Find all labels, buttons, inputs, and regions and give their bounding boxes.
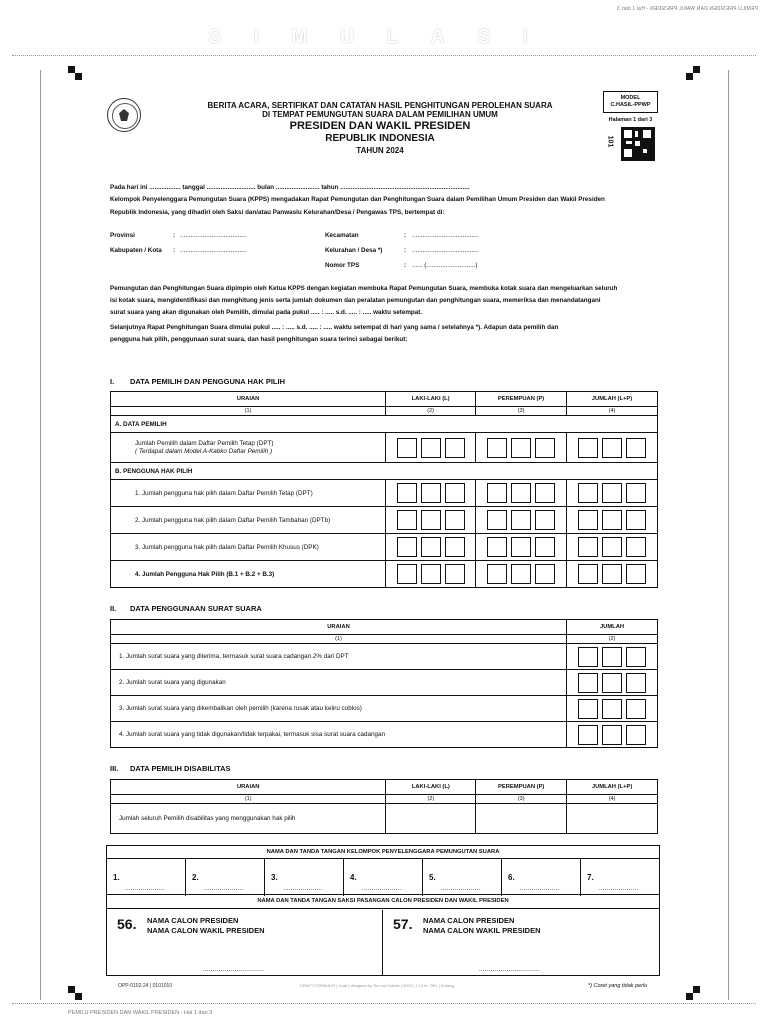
nomor-tps-label: Nomor TPS	[325, 262, 360, 269]
kabupaten-label: Kabupaten / Kota	[110, 247, 162, 254]
signature-line: ...............................	[203, 967, 264, 973]
margin-line-left	[40, 70, 41, 1000]
section-3-heading	[110, 764, 231, 773]
title-line-3: PRESIDEN DAN WAKIL PRESIDEN	[289, 120, 471, 132]
input-cell[interactable]	[386, 561, 476, 588]
dotted-divider-bottom	[12, 1003, 756, 1004]
candidate-names: NAMA CALON PRESIDEN NAMA CALON WAKIL PRESIDEN	[147, 916, 265, 935]
top-strip-text: PEMILU PRESIDEN DAN WAKIL PRESIDEN - Hal 1 dari 3	[617, 6, 758, 12]
candidate-57-signature[interactable]	[383, 910, 659, 976]
section-2-title: DATA PENGGUNAAN SURAT SUARA	[130, 604, 262, 613]
title-line-1: BERITA ACARA, SERTIFIKAT DAN CATATAN HASIL PENGHITUNGAN PEROLEHAN SUARA	[207, 101, 553, 110]
provinsi-field[interactable]: ......................................	[180, 232, 247, 239]
registration-mark	[68, 986, 82, 1000]
simulasi-watermark: SIMULASI	[208, 26, 560, 48]
nomor-tps-field[interactable]: ...... (............................)	[412, 262, 478, 269]
candidate-number: 57.	[393, 916, 413, 932]
input-cell[interactable]	[476, 507, 567, 534]
input-cell[interactable]	[567, 722, 658, 748]
section-1-num: I.	[110, 377, 115, 386]
provinsi-label: Provinsi	[110, 232, 135, 239]
section-2-num: II.	[110, 604, 117, 613]
title-line-5: TAHUN 2024	[356, 146, 404, 155]
col-header-uraian: URAIAN	[111, 620, 567, 635]
kpps-signature-5[interactable]: 5. ....................	[423, 859, 502, 896]
qr-code-icon	[621, 127, 655, 161]
category-b: B. PENGGUNA HAK PILIH	[111, 463, 658, 480]
section-3-title: DATA PEMILIH DISABILITAS	[130, 764, 231, 773]
kpps-signature-7[interactable]: 7. ....................	[587, 873, 639, 892]
col-num: (3)	[476, 795, 567, 804]
col-header-jumlah: JUMLAH (L+P)	[567, 780, 658, 795]
input-cell[interactable]	[476, 433, 567, 463]
col-header-jumlah: JUMLAH	[567, 620, 658, 635]
col-num: (1)	[111, 795, 386, 804]
input-cell[interactable]	[567, 561, 658, 588]
input-cell[interactable]	[386, 433, 476, 463]
col-header-laki: LAKI-LAKI (L)	[386, 780, 476, 795]
model-box	[603, 91, 658, 113]
category-a: A. DATA PEMILIH	[111, 416, 658, 433]
signature-line: ...............................	[479, 967, 540, 973]
candidate-number: 56.	[117, 916, 137, 932]
input-cell[interactable]	[386, 534, 476, 561]
page-info: Halaman 1 dari 3	[608, 117, 653, 123]
col-num: (1)	[111, 407, 386, 416]
kpps-signature-2[interactable]: 2. ....................	[186, 859, 265, 896]
kpps-signature-row	[107, 858, 659, 895]
row-ss-4: 4. Jumlah surat suara yang tidak digunakan/tidak terpakai, termasuk sisa surat suara cadangan	[111, 722, 567, 748]
col-header-uraian: URAIAN	[111, 392, 386, 407]
input-cell[interactable]	[386, 804, 476, 834]
kpps-signature-4[interactable]: 4. ....................	[344, 859, 423, 896]
model-code: C.HASIL-PPWP	[610, 102, 651, 108]
input-cell[interactable]	[386, 507, 476, 534]
margin-line-right	[728, 70, 729, 1000]
row-b2: 2. Jumlah pengguna hak pilih dalam Daftar Pemilih Tambahan (DPTb)	[111, 507, 386, 534]
section-3-table	[110, 779, 658, 834]
col-header-uraian: URAIAN	[111, 780, 386, 795]
row-disabilitas: Jumlah seluruh Pemilih disabilitas yang menggunakan hak pilih	[111, 804, 386, 834]
dotted-divider-top	[12, 55, 756, 56]
row-dpt-label: Jumlah Pemilih dalam Daftar Pemilih Tetap (DPT)	[135, 439, 274, 447]
section-1-heading	[110, 377, 285, 386]
candidate-names: NAMA CALON PRESIDEN NAMA CALON WAKIL PRESIDEN	[423, 916, 541, 935]
col-header-perempuan: PEREMPUAN (P)	[476, 780, 567, 795]
section-1-table	[110, 391, 658, 588]
input-cell[interactable]	[567, 480, 658, 507]
col-num: (2)	[386, 795, 476, 804]
col-header-laki: LAKI-LAKI (L)	[386, 392, 476, 407]
col-num: (1)	[111, 635, 567, 644]
input-cell[interactable]	[567, 696, 658, 722]
col-num: (2)	[567, 635, 658, 644]
registration-mark	[68, 66, 82, 80]
kabupaten-field[interactable]: ......................................	[180, 247, 247, 254]
footer-code: OPP-0102-24 | 0101010	[118, 983, 173, 989]
input-cell[interactable]	[567, 804, 658, 834]
row-dpt-note: ( Terdapat dalam Model A-Kabko Daftar Pemilih )	[135, 447, 273, 455]
input-cell[interactable]	[567, 507, 658, 534]
input-cell[interactable]	[476, 561, 567, 588]
side-code: 101	[606, 135, 614, 148]
body-p1-line3: surat suara yang akan digunakan oleh Pemilih, dimulai pada pukul ..... : ..... s.d. ..... : ..... waktu setempat.	[110, 309, 423, 316]
col-num: (4)	[567, 795, 658, 804]
intro-line-3: Republik Indonesia, yang dihadiri oleh Saksi dan/atau Panwaslu Kelurahan/Desa / Pengawas TPS, bertempat di:	[110, 209, 445, 216]
bottom-strip-text: PEMILU PRESIDEN DAN WAKIL PRESIDEN - Hal 1 dari 3	[68, 1010, 213, 1016]
signature-block	[106, 845, 660, 976]
kpps-signature-6[interactable]: 6. ....................	[502, 859, 581, 896]
saksi-signature-header: NAMA DAN TANDA TANGAN SAKSI PASANGAN CALON PRESIDEN DAN WAKIL PRESIDEN	[257, 898, 509, 904]
input-cell[interactable]	[476, 534, 567, 561]
col-num: (2)	[386, 407, 476, 416]
col-header-perempuan: PEREMPUAN (P)	[476, 392, 567, 407]
col-header-jumlah: JUMLAH (L+P)	[567, 392, 658, 407]
candidate-56-signature[interactable]	[107, 910, 383, 976]
kpps-signature-1[interactable]: 1. ....................	[107, 859, 186, 896]
kecamatan-label: Kecamatan	[325, 232, 359, 239]
kpps-signature-header: NAMA DAN TANDA TANGAN KELOMPOK PENYELENGGARA PEMUNGUTAN SUARA	[266, 849, 500, 855]
kpps-signature-3[interactable]: 3. ....................	[265, 859, 344, 896]
input-cell[interactable]	[386, 480, 476, 507]
row-ss-3: 3. Jumlah surat suara yang dikembalikan oleh pemilih (karena rusak atau keliru coblos)	[111, 696, 567, 722]
body-p2-line2: pengguna hak pilih, penggunaan surat suara, dan hasil penghitungan suara terinci sebagai berikut:	[110, 336, 408, 343]
section-2-heading	[110, 604, 262, 613]
body-p1-line2: isi kotak suara, mengidentifikasi dan menghitung jenis serta jumlah dokumen dan peralatan pemungutan dan penghitungan suara, memeriksa dan menandatangani	[110, 297, 601, 304]
body-p1-line1: Pemungutan dan Penghitungan Suara dipimpin oleh Ketua KPPS dengan kegiatan membuka Rapat Pemungutan Suara, membuka kotak suara dan mengeluarkan seluruh	[110, 285, 618, 292]
title-line-4: REPUBLIK INDONESIA	[325, 133, 435, 144]
colon: :	[404, 247, 407, 254]
body-p2-line1: Selanjutnya Rapat Penghitungan Suara dimulai pukul ..... : ..... s.d. ..... : ..... waktu setempat di hari yang sama / setelahnya *). Adapun data pemilih dan	[110, 324, 559, 331]
section-2-table	[110, 619, 658, 748]
col-num: (3)	[476, 407, 567, 416]
input-cell[interactable]	[567, 433, 658, 463]
colon: :	[404, 232, 407, 239]
kpu-seal-logo	[107, 98, 141, 132]
row-ss-1: 1. Jumlah surat suara yang diterima, termasuk surat suara cadangan 2% dari DPT	[111, 644, 567, 670]
input-cell[interactable]	[567, 644, 658, 670]
colon: :	[173, 232, 176, 239]
input-cell[interactable]	[567, 534, 658, 561]
registration-mark	[686, 66, 700, 80]
section-3-num: III.	[110, 764, 119, 773]
footer-credit: DRAFT FORMULIR | Craft | designed by Tim not Kutiate | 2023 | 1.19 hr. OPL | Sulteng	[300, 983, 455, 988]
kecamatan-field[interactable]: ......................................	[412, 232, 479, 239]
row-b4: 4. Jumlah Pengguna Hak Pilih (B.1 + B.2 + B.3)	[111, 561, 386, 588]
intro-date-line: Pada hari ini .................. tanggal ............................ bulan ......................... tahun ..........................................................................	[110, 184, 470, 191]
footer-note: *) Coret yang tidak perlu	[588, 983, 648, 989]
title-line-2: DI TEMPAT PEMUNGUTAN SUARA DALAM PEMILIHAN UMUM	[262, 110, 498, 119]
col-num: (4)	[567, 407, 658, 416]
section-1-title: DATA PEMILIH DAN PENGGUNA HAK PILIH	[130, 377, 285, 386]
row-dpt	[111, 433, 386, 463]
kelurahan-label: Kelurahan / Desa *)	[325, 247, 383, 254]
kelurahan-field[interactable]: ......................................	[412, 247, 479, 254]
intro-line-2: Kelompok Penyelenggara Pemungutan Suara (KPPS) mengadakan Rapat Pemungutan dan Penghitungan Suara dalam Pemilihan Umum Presiden dan Wakil Presiden	[110, 196, 605, 203]
input-cell[interactable]	[476, 480, 567, 507]
input-cell[interactable]	[567, 670, 658, 696]
row-b1: 1. Jumlah pengguna hak pilih dalam Daftar Pemilih Tetap (DPT)	[111, 480, 386, 507]
row-ss-2: 2. Jumlah surat suara yang digunakan	[111, 670, 567, 696]
input-cell[interactable]	[476, 804, 567, 834]
colon: :	[173, 247, 176, 254]
colon: :	[404, 262, 407, 269]
registration-mark	[686, 986, 700, 1000]
row-b3: 3. Jumlah pengguna hak pilih dalam Daftar Pemilih Khusus (DPK)	[111, 534, 386, 561]
model-label: MODEL	[620, 95, 641, 101]
